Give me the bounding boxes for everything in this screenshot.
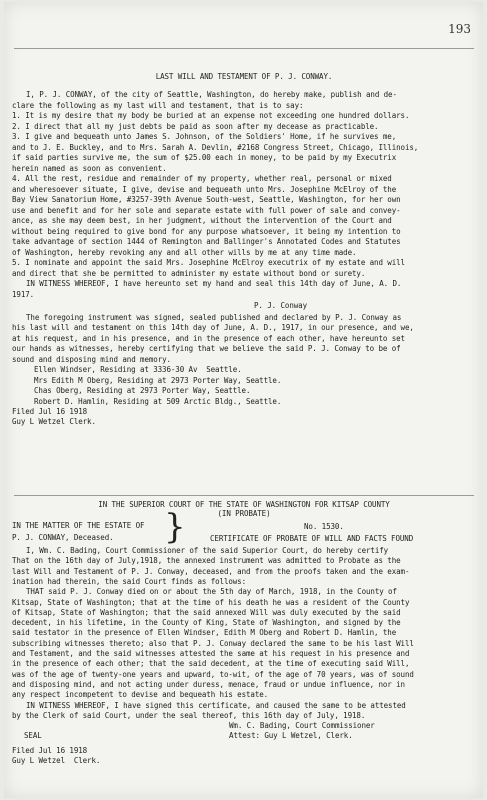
certificate-title: CERTIFICATE OF PROBATE OF WILL AND FACTS FOUND	[210, 534, 414, 543]
witness-line: Mrs Edith M Oberg, Residing at 2973 Porter Way, Seattle.	[34, 375, 282, 385]
will-line: use and benefit and for her sole and separate estate with full power of sale and convey-	[12, 205, 401, 215]
witness-line: Ellen Windser, Residing at 3336-30 Av Seattle.	[34, 365, 242, 374]
certificate-line: any respect incompetent to devise and bequeath his estate.	[12, 690, 269, 700]
certificate-line: Kitsap, State of Washington; that at the time of his death he was a resident of the County	[12, 597, 410, 607]
will-line: and direct that she be permitted to administer my estate without bond or surety.	[12, 268, 366, 278]
seal-label: SEAL	[24, 731, 42, 741]
attestation-line: sound and disposing mind and memory.	[12, 354, 171, 364]
matter-caption-2: P. J. CONWAY, Deceased.	[12, 533, 114, 542]
certificate-line: That on the 16th day of July,1918, the annexed instrument was admitted to Probate as the	[12, 556, 401, 566]
matter-caption-1: IN THE MATTER OF THE ESTATE OF	[12, 521, 145, 530]
witness-line: Chas Oberg, Residing at 2973 Porter Way, Seattle.	[34, 386, 251, 395]
will-line: 5. I nominate and appoint the said Mrs. Josephine McElroy executrix of my estate and will	[12, 258, 405, 267]
will-line: IN WITNESS WHEREOF, I have hereunto set my hand and seal this 14th day of June, A. D.	[26, 279, 402, 288]
certificate-line: in the presence of each other; that the said decedent, at the time of executing said Will,	[12, 659, 410, 669]
will-line: 4. All the rest, residue and remainder of my property, whether real, personal or mixed	[12, 174, 392, 183]
will-line: 2. I direct that all my just debts be paid as soon after my decease as practicable.	[12, 121, 379, 131]
will-line: if said parties survive me, the sum of $25.00 each in money, to be paid by my Executrix	[12, 153, 397, 162]
will-title: LAST WILL AND TESTAMENT OF P. J. CONWAY.	[155, 72, 333, 81]
commissioner-signature: Wm. C. Bading, Court Commissioner	[229, 721, 375, 731]
will-line: of Washington, hereby revoking any and all other wills by me at any time made.	[12, 247, 357, 257]
certificate-line: of Kitsap, State of Washington; that the said annexed Will was duly executed by the said	[12, 607, 401, 617]
filed-line: Guy L Wetzel Clerk.	[12, 756, 101, 766]
will-line: 1917.	[12, 289, 35, 299]
certificate-line: said testator in the presence of Ellen Windser, Edith M Oberg and Robert D. Hamlin, the	[12, 628, 397, 638]
certificate-line: by the Clerk of said Court, under the seal thereof, this 16th day of July, 1918.	[12, 710, 366, 720]
filed-line: Filed Jul 16 1918	[12, 746, 88, 756]
certificate-line: THAT said P. J. Conway died on or about the 5th day of March, 1918, in the County of	[26, 587, 397, 597]
attest-line: Attest: Guy L Wetzel, Clerk.	[229, 731, 353, 741]
will-line: Bay View Sanatorium Home, #3257-39th Avenue South-west, Seattle, Washington, for her own	[12, 195, 401, 204]
will-line: take advantage of section 1444 of Remington and Ballinger's Annotated Codes and Statutes	[12, 237, 401, 246]
certificate-line: was of the age of twenty-one years and upward, to-wit, of the age of 70 years, was of sound	[12, 669, 414, 679]
certificate-line: decedent, in his lifetime, in the County of King, State of Washington, and signed by the	[12, 618, 401, 628]
certificate-line: and disposing mind, and not acting under duress, menace, fraud or undue influence, nor in	[12, 679, 405, 689]
case-number: No. 1530.	[304, 522, 344, 531]
probate-heading: (IN PROBATE)	[217, 509, 271, 518]
will-signature: P. J. Conway	[254, 301, 307, 310]
section-divider	[14, 495, 474, 496]
page-number: 193	[448, 22, 471, 36]
witness-line: Robert D. Hamlin, Residing at 509 Arctic Bldg., Seattle.	[34, 396, 282, 406]
court-heading: IN THE SUPERIOR COURT OF THE STATE OF WASHINGTON FOR KITSAP COUNTY	[98, 500, 390, 509]
attestation-line: our hands as witnesses, hereby certifying that we believe the said P. J. Conway to be of	[12, 344, 401, 353]
will-line: 3. I give and bequeath unto James S. Johnson, of the Soldiers' Home, if he survives me,	[12, 132, 397, 141]
will-line: and to J. E. Buckley, and to Mrs. Sarah A. Devlin, #2168 Congress Street, Chicago, Illinois,	[12, 142, 419, 152]
will-line: 1. It is my desire that my body be buried at an expense not exceeding one hundred dollars.	[12, 111, 410, 120]
attestation-line: The foregoing instrument was signed, sealed published and declared by P. J. Conway as	[26, 312, 402, 322]
certificate-line: and Testament, and the said witnesses attested the same at his request in his presence and	[12, 649, 410, 658]
document-page	[4, 2, 483, 798]
will-line: ance, as she may deem best, in her judgment, without the intervention of the Court and	[12, 216, 392, 225]
will-line: clare the following as my last will and testament, that is to say:	[12, 100, 304, 110]
certificate-line: subscribing witnesses thereto; also that P. J. Conway declared the same to be his last Will	[12, 638, 414, 648]
filed-line: Guy L Wetzel Clerk.	[12, 417, 96, 426]
top-rule	[14, 48, 474, 49]
attestation-line: his last will and testament on this 14th day of June, A. D., 1917, in our presence, and we,	[12, 323, 414, 332]
will-line: herein named as soon as convenient.	[12, 163, 167, 173]
certificate-line: ination had therein, the said Court finds as follows:	[12, 576, 247, 586]
certificate-line: IN WITNESS WHEREOF, I have signed this certificate, and caused the same to be attested	[26, 700, 406, 710]
will-line: I, P. J. CONWAY, of the city of Seattle, Washington, do hereby make, publish and de-	[26, 90, 397, 99]
matter-brace: }	[164, 507, 186, 547]
certificate-line: last Will and Testament of P. J. Conway, deceased, and from the proofs taken and the exam-	[12, 566, 410, 576]
filed-line: Filed Jul 16 1918	[12, 407, 88, 416]
will-line: without being required to give bond for any purpose whatsoever, it being my intention to	[12, 226, 401, 236]
attestation-line: at his request, and in his presence, and in the presence of each other, have hereunto set	[12, 333, 405, 343]
certificate-line: I, Wm. C. Bading, Court Commissioner of the said Superior Court, do hereby certify	[26, 546, 389, 555]
will-line: and wheresoever situate, I give, devise and bequeath unto Mrs. Josephine McElroy of the	[12, 184, 397, 194]
